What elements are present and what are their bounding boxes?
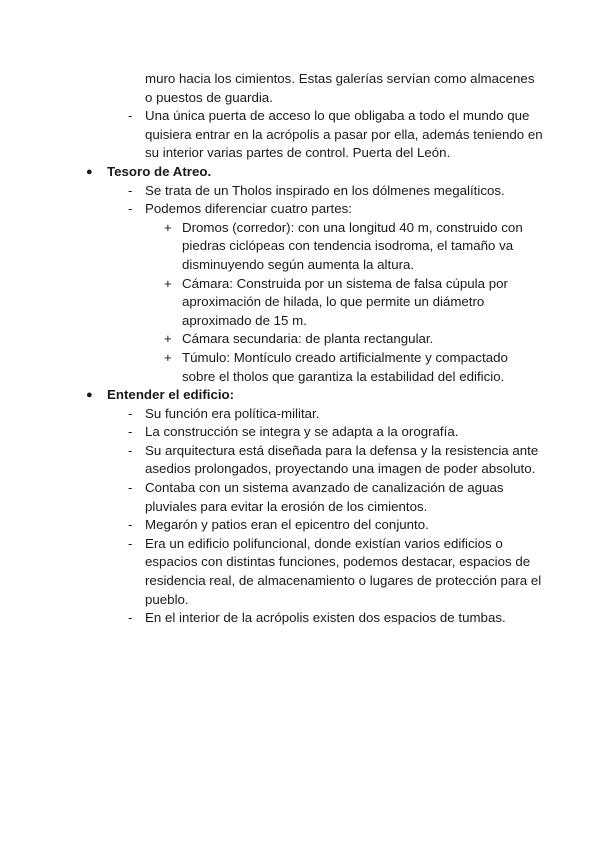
plus-marker: +	[164, 275, 172, 291]
list-item	[0, 535, 600, 609]
document-page	[0, 70, 600, 628]
section-heading-row	[0, 386, 600, 405]
list-item	[0, 479, 600, 516]
list-item	[0, 200, 600, 219]
list-item-text: Megarón y patios eran el epicentro del conjunto.	[145, 517, 429, 533]
list-item	[0, 423, 600, 442]
dash-marker: -	[128, 610, 133, 626]
bullet-marker: ●	[86, 389, 93, 402]
dash-marker: -	[128, 405, 133, 421]
dash-marker: -	[128, 480, 133, 496]
list-item	[0, 516, 600, 535]
section-heading: Entender el edificio:	[107, 387, 235, 403]
sub-list-item	[0, 349, 600, 386]
list-item-text: En el interior de la acrópolis existen dos espacios de tumbas.	[145, 610, 506, 626]
list-item	[0, 609, 600, 628]
list-item	[0, 182, 600, 201]
list-item-text: La construcción se integra y se adapta a la orografía.	[145, 424, 459, 440]
dash-marker: -	[128, 442, 133, 458]
dash-marker: -	[128, 517, 133, 533]
plus-marker: +	[164, 331, 172, 347]
sub-list-item-text: Cámara: Construida por un sistema de falsa cúpula por aproximación de hilada, lo que permite un diámetro aproximado de 15 m.	[182, 275, 508, 328]
plus-marker: +	[164, 349, 172, 365]
dash-marker: -	[128, 182, 133, 198]
sub-list-item-text: Túmulo: Montículo creado artificialmente y compactado sobre el tholos que garantiza la estabilidad del edificio.	[182, 349, 508, 384]
sub-list-item	[0, 275, 600, 331]
section-heading: Tesoro de Atreo.	[107, 163, 212, 179]
list-item	[0, 405, 600, 424]
bullet-marker: ●	[86, 165, 93, 178]
list-item	[0, 107, 600, 163]
list-item-text: Podemos diferenciar cuatro partes:	[145, 201, 352, 217]
sub-list-item-text: Cámara secundaria: de planta rectangular.	[182, 331, 434, 347]
continuation-paragraph	[0, 70, 600, 107]
sub-list-item	[0, 330, 600, 349]
sub-list-item	[0, 219, 600, 275]
dash-marker: -	[128, 424, 133, 440]
list-item-text: Era un edificio polifuncional, donde existían varios edificios o espacios con distintas funciones, podemos destacar, espacios de residencia real, de almacenamiento o lugares de protección para el pueblo.	[145, 535, 542, 607]
list-item-text: Su arquitectura está diseñada para la defensa y la resistencia ante asedios prolongados, proyectando una imagen de poder absoluto.	[145, 442, 539, 477]
list-item-text: Una única puerta de acceso lo que obligaba a todo el mundo que quisiera entrar en la acrópolis a pasar por ella, además teniendo en su interior varias partes de control. Puerta del León.	[145, 108, 543, 161]
list-item	[0, 442, 600, 479]
dash-marker: -	[128, 201, 133, 217]
continuation-text: muro hacia los cimientos. Estas galerías servían como almacenes o puestos de guardia.	[145, 71, 535, 105]
list-item-text: Contaba con un sistema avanzado de canalización de aguas pluviales para evitar la erosión de los cimientos.	[145, 480, 504, 514]
dash-marker: -	[128, 535, 133, 551]
plus-marker: +	[164, 219, 172, 235]
list-item-text: Su función era política-militar.	[145, 405, 320, 421]
section-heading-row	[0, 163, 600, 182]
sub-list-item-text: Dromos (corredor): con una longitud 40 m, construido con piedras ciclópeas con tendencia isodroma, el tamaño va disminuyendo según aumenta la altura.	[182, 219, 523, 272]
list-item-text: Se trata de un Tholos inspirado en los dólmenes megalíticos.	[145, 182, 505, 198]
dash-marker: -	[128, 108, 133, 124]
